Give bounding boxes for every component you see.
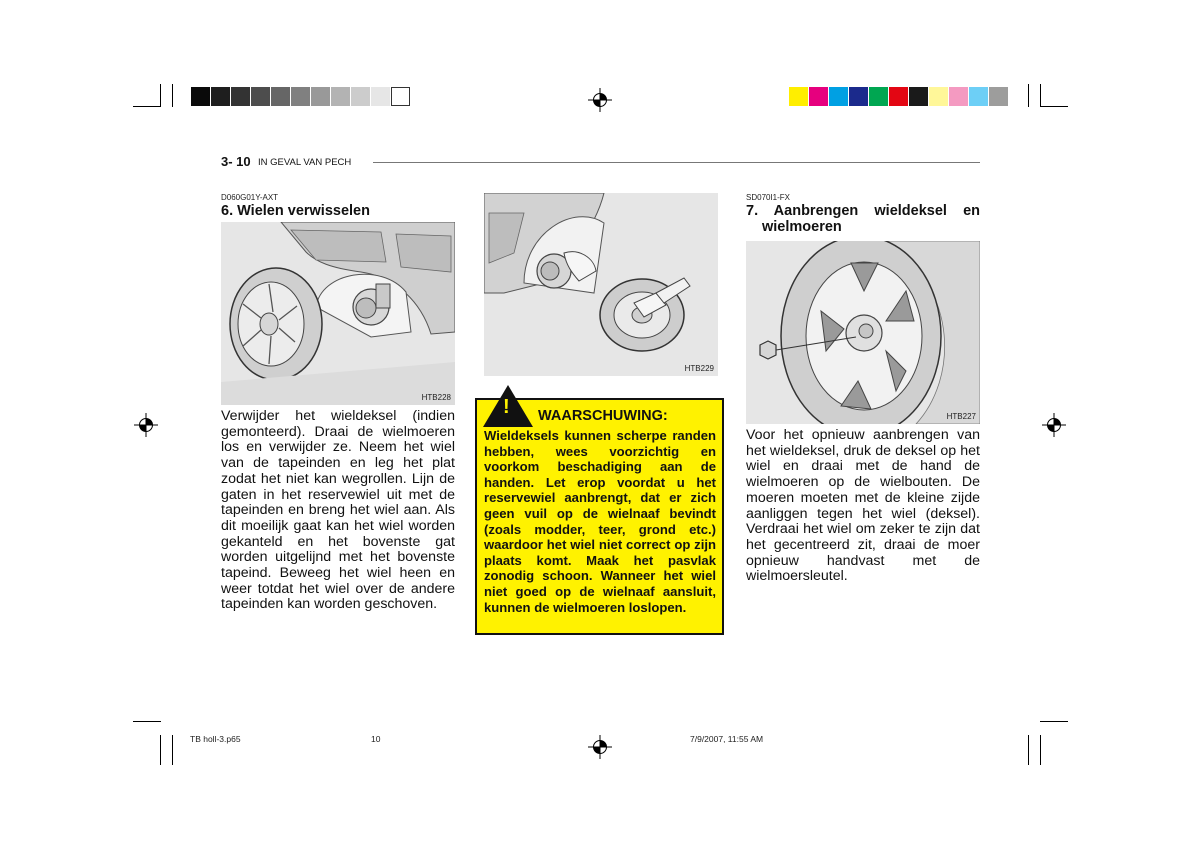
grayscale-swatch (351, 87, 370, 106)
section-number: 3- 10 (221, 154, 251, 169)
warning-title: WAARSCHUWING: (538, 408, 668, 424)
figure-spare-wheel (484, 193, 718, 376)
grayscale-swatch (271, 87, 290, 106)
warning-text: Wieldeksels kunnen scherpe randen hebben, wees voorzichtig en voorkom beschadiging aan de handen. Let erop voordat u het reservewiel aanbrengt, dat er zich geen vuil op de wielnaaf bevindt (zoals modder, teer, grond etc.) waardoor het wiel niet correct op zijn plaats komt. Maak het pasvlak zonodig schoon. Wanneer het wiel niet goed op de wielnaaf aansluit, kunnen de wielmoeren loslopen. (484, 428, 716, 615)
footer-timestamp: 7/9/2007, 11:55 AM (690, 734, 764, 744)
figure-wheel-cover (746, 241, 980, 424)
warning-box (475, 398, 724, 635)
figure-wheel-change (221, 222, 455, 405)
grayscale-swatch (371, 87, 390, 106)
body-paragraph: Voor het opnieuw aanbrengen van het wieldeksel, druk de deksel op het wiel en draai met de hand de wielmoeren op de wielbouten. De moeren moeten met de kleine zijde aanliggen tegen het wiel (deksel). Verdraai het wiel om zeker te zijn dat het gecentreerd zit, draai de moer opnieuw handvast met de wielmoersleutel. (746, 427, 980, 585)
grayscale-swatch (251, 87, 270, 106)
color-swatch (849, 87, 868, 106)
registration-mark-top-icon (588, 88, 612, 112)
color-swatch (889, 87, 908, 106)
warning-exclamation: ! (503, 396, 510, 418)
figure-caption: HTB228 (421, 393, 451, 402)
grayscale-swatch (231, 87, 250, 106)
grayscale-swatch (391, 87, 410, 106)
color-swatch (829, 87, 848, 106)
registration-mark-bottom-icon (588, 735, 612, 759)
grayscale-swatch (291, 87, 310, 106)
grayscale-swatch (211, 87, 230, 106)
figure-caption: HTB227 (946, 412, 976, 421)
figure-caption: HTB229 (684, 364, 714, 373)
color-swatch (809, 87, 828, 106)
grayscale-swatch (191, 87, 210, 106)
section-code: D060G01Y-AXT (221, 193, 279, 202)
section-heading-line1: 7. Aanbrengen wieldeksel en (746, 203, 980, 219)
grayscale-swatch (311, 87, 330, 106)
section-heading: 6. Wielen verwisselen (221, 203, 370, 219)
section-heading (746, 203, 980, 235)
color-swatch (869, 87, 888, 106)
footer-page: 10 (371, 734, 381, 744)
color-swatch (909, 87, 928, 106)
color-swatch (789, 87, 808, 106)
color-swatch (949, 87, 968, 106)
color-swatch (969, 87, 988, 106)
registration-mark-right-icon (1042, 413, 1066, 437)
section-title: IN GEVAL VAN PECH (258, 157, 352, 168)
header-rule (373, 162, 980, 163)
body-paragraph: Verwijder het wieldeksel (indien gemonteerd). Draai de wielmoeren los en verwijder ze. Neem het wiel van de tapeinden en leg het plat zodat het niet kan wegrollen. Lijn de gaten in het reservewiel uit met de tapeinden en breng het wiel aan. Als dit moeilijk gaat kan het wiel worden gekanteld en het bovenste gat worden uitgelijnd met het bovenste tapeind. Beweeg het wiel heen en weer totdat het wiel over de andere tapeinden kan worden geschoven. (221, 408, 455, 613)
color-swatch (989, 87, 1008, 106)
registration-mark-left-icon (134, 413, 158, 437)
grayscale-swatch (331, 87, 350, 106)
footer-file: TB holl-3.p65 (190, 734, 241, 744)
color-swatch (929, 87, 948, 106)
section-code: SD070I1-FX (746, 193, 791, 202)
section-heading-line2: wielmoeren (762, 219, 842, 235)
